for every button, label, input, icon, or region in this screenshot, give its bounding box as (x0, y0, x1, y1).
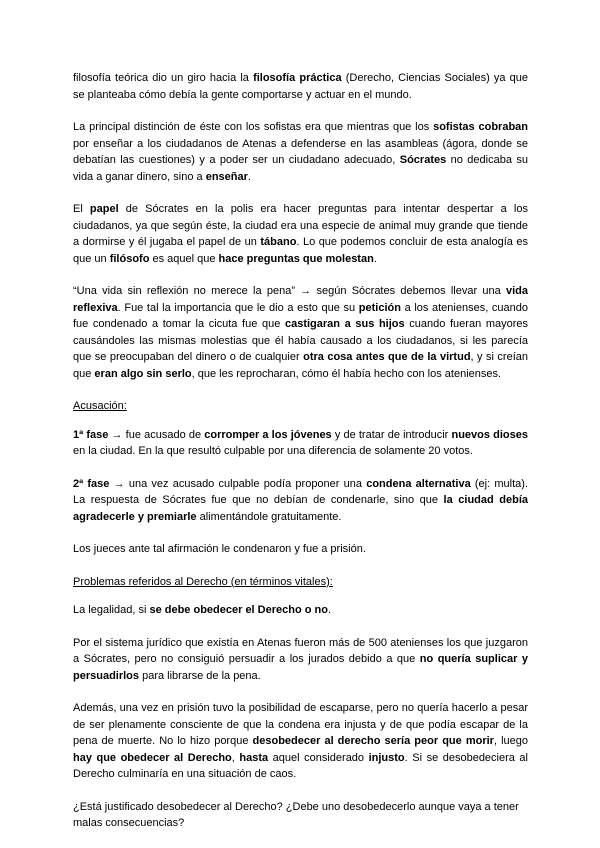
text-run: cuando fueran mayores causándoles las mismas molestias que él había causado a los ciudadanos, si les parecía que se preocupaban del dinero o de cualquier (73, 318, 528, 363)
text-run: . (327, 604, 332, 616)
bold-text: filosofía práctica (253, 72, 342, 84)
text-run: El (73, 203, 90, 215)
bold-text: Sócrates (399, 154, 447, 166)
bold-text: filósofo (109, 252, 150, 265)
bold-text: no quería suplicar y persuadirlos (73, 653, 528, 682)
paragraph-jury (73, 635, 528, 685)
bold-text: condena alternativa (366, 477, 471, 490)
paragraph-phase-two (73, 476, 528, 526)
text-run: . (247, 170, 251, 183)
text-run: de Sócrates en la polis era hacer preguntas para intentar despertar a los ciudadanos, ya que según éste, la ciudad era una especie de animal muy grande que tiende a dormirse y él jugaba el papel de un (73, 203, 528, 248)
bold-text: desobedecer al derecho sería peor que morir (252, 735, 494, 747)
bold-text: corromper a los jóvenes (204, 428, 332, 441)
text-run: a los atenienses, cuando fue condenado a tomar la cicuta fue que (73, 301, 528, 330)
paragraph-closing-question (73, 799, 528, 832)
text-run: La legalidad, si (73, 604, 150, 616)
text-run: ¿Está justificado desobedecer al Derecho? ¿Debe uno desobedecerlo aunque vaya a tener malas consecuencias? (73, 800, 519, 829)
text-run: , y si creían que (73, 351, 528, 380)
text-run: alimentándole gratuitamente. (196, 510, 342, 523)
text-run: (ej: multa). La respuesta de Sócrates fue que no debían de condenarle, sino que (73, 477, 528, 506)
paragraph-practical-philosophy (73, 70, 528, 103)
text-run: en la ciudad. En la que resultó culpable por una diferencia de solamente 20 votos. (73, 445, 473, 457)
paragraph-reflective-life (73, 283, 528, 382)
bold-text: nuevos dioses (451, 428, 528, 441)
text-run: → fue acusado de (108, 428, 205, 441)
paragraph-sophists-distinction (73, 119, 528, 185)
bold-text: injusto (368, 751, 405, 764)
text-run: para librarse de la pena. (139, 669, 261, 682)
bold-text: 2ª fase (73, 477, 110, 490)
text-run: Acusación: (73, 400, 127, 412)
bold-text: la ciudad debía agradecerle y premiarle (73, 494, 528, 523)
text-run: Los jueces ante tal afirmación le condenaron y fue a prisión. (73, 543, 366, 555)
bold-text: hace preguntas que molestan (218, 252, 374, 265)
text-run: Además, una vez en prisión tuvo la posibilidad de escaparse, pero no quería hacerlo a pesar de ser plenamente consciente de que la condena era injusta y de que podía escapar de la pena de muerte. No lo hizo porque (73, 702, 528, 747)
text-run: Por el sistema jurídico que existía en Atenas fueron más de 500 atenienses los que juzgaron a Sócrates, pero no consiguió persuadir a los jurados debido a que (73, 636, 528, 665)
text-run: y de tratar de introducir (331, 428, 452, 441)
document-page (73, 70, 528, 832)
bold-text: sofistas cobraban (433, 121, 529, 133)
text-run: es aquel que (149, 252, 219, 265)
text-run: → una vez acusado culpable podía proponer una (109, 477, 367, 490)
text-run: , que les reprocharan, cómo él había hecho con los atenienses. (191, 367, 502, 380)
bold-text: castigaran a sus hijos (284, 318, 405, 330)
text-run: no dedicaba su vida a ganar dinero, sino a (73, 154, 528, 183)
text-run: filosofía teórica dio un giro hacia la (73, 72, 254, 84)
bold-text: vida reflexiva (73, 285, 528, 314)
bold-text: eran algo sin serlo (94, 367, 192, 380)
bold-text: otra cosa antes que de la virtud (303, 351, 471, 363)
text-run: aquel considerado (268, 751, 369, 764)
bold-text: tábano (260, 236, 297, 248)
paragraph-phase-one (73, 427, 528, 460)
bold-text: hasta (239, 751, 269, 764)
paragraph-prison-escape (73, 700, 528, 783)
text-run: , (231, 751, 240, 764)
heading-problemas-derecho (73, 574, 528, 591)
bold-text: enseñar (205, 170, 248, 183)
text-run: Problemas referidos al Derecho (en términos vitales): (73, 575, 333, 588)
text-run: . Lo que podemos concluir de esta analogía es que un (73, 236, 528, 265)
bold-text: hay que obedecer al Derecho (73, 751, 232, 764)
paragraph-gadfly-role (73, 201, 528, 267)
text-run: (Derecho, Ciencias Sociales) ya que se planteaba cómo debía la gente comportarse y actuar en el mundo. (73, 72, 528, 101)
heading-acusacion (73, 398, 528, 415)
bold-text: se debe obedecer el Derecho o no (149, 604, 328, 616)
text-run: . Si se desobedeciera al Derecho culminaría en una situación de caos. (73, 751, 528, 780)
paragraph-legality (73, 602, 528, 619)
paragraph-judges-condemn (73, 541, 528, 558)
bold-text: petición (358, 301, 401, 314)
text-run: La principal distinción de éste con los sofistas era que mientras que los (73, 121, 434, 133)
text-run: “Una vida sin reflexión no merece la pena” → según Sócrates debemos llevar una (73, 285, 506, 297)
bold-text: 1ª fase (73, 428, 109, 441)
text-run: . Fue tal la importancia que le dio a esto que su (117, 301, 359, 314)
text-run: . (373, 252, 377, 265)
text-run: por enseñar a los ciudadanos de Atenas a defenderse en las asambleas (ágora, donde se debatían las cuestiones) y a poder ser un ciudadano adecuado, (73, 137, 528, 166)
bold-text: papel (89, 203, 119, 215)
text-run: , luego (493, 735, 528, 747)
